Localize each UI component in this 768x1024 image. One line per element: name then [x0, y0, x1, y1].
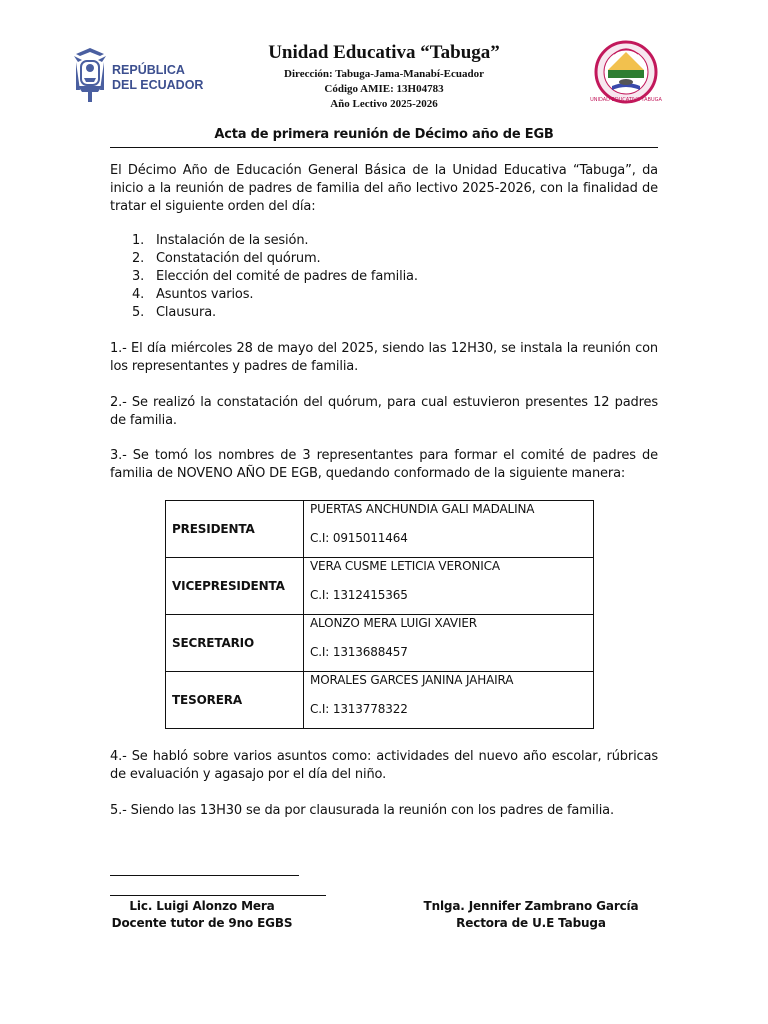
school-name: Unidad Educativa “Tabuga”: [268, 42, 500, 63]
table-row: [166, 672, 594, 729]
school-emblem-logo: [590, 40, 662, 104]
committee-role: SECRETARIO: [166, 615, 304, 672]
document-title: Acta de primera reunión de Décimo año de EGB: [214, 127, 554, 142]
committee-role: VICEPRESIDENTA: [166, 558, 304, 615]
point-3-paragraph: 3.- Se tomó los nombres de 3 representantes para formar el comité de padres de familia de NOVENO AÑO DE EGB, quedando conformado de la siguiente manera:: [110, 448, 658, 481]
school-year: Año Lectivo 2025-2026: [330, 98, 438, 110]
committee-member: [304, 558, 594, 615]
member-name: MORALES GARCES JANINA JAHAIRA: [310, 673, 514, 687]
left-signatory-role: Docente tutor de 9no EGBS: [111, 916, 293, 930]
table-row: [166, 501, 594, 558]
member-name: VERA CUSME LETICIA VERONICA: [310, 559, 500, 573]
svg-text:DEL ECUADOR: DEL ECUADOR: [112, 78, 204, 92]
list-item: 5. Clausura.: [132, 305, 217, 320]
committee-role: TESORERA: [166, 672, 304, 729]
point-2-paragraph: 2.- Se realizó la constatación del quórum, para cual estuvieron presentes 12 padres de familia.: [110, 395, 658, 428]
svg-text:UNIDAD EDUCATIVA TABUGA: UNIDAD EDUCATIVA TABUGA: [590, 97, 662, 103]
letterhead: [0, 0, 768, 140]
committee-role: PRESIDENTA: [166, 501, 304, 558]
member-id: C.I: 0915011464: [310, 531, 408, 545]
title-divider: [110, 147, 658, 148]
point-4-paragraph: 4.- Se habló sobre varios asuntos como: actividades del nuevo año escolar, rúbricas de evaluación y agasajo por el día del niño.: [110, 749, 658, 782]
intro-paragraph: El Décimo Año de Educación General Básica de la Unidad Educativa “Tabuga”, da inicio a la reunión de padres de familia del año lectivo 2025-2026, con la finalidad de tratar el siguiente orden del día:: [110, 163, 658, 214]
list-item: 2. Constatación del quórum.: [132, 251, 321, 266]
left-signatory-name: Lic. Luigi Alonzo Mera: [129, 899, 275, 913]
member-id: C.I: 1312415365: [310, 588, 408, 602]
svg-text:REPÚBLICA: REPÚBLICA: [112, 63, 185, 77]
committee-member: [304, 501, 594, 558]
member-id: C.I: 1313778322: [310, 702, 408, 716]
agenda-list: [132, 232, 532, 322]
school-address: Dirección: Tabuga-Jama-Manabí-Ecuador: [284, 68, 484, 80]
amie-code: Código AMIE: 13H04783: [324, 83, 444, 95]
list-item: 3. Elección del comité de padres de familia.: [132, 269, 418, 284]
right-signatory-name: Tnlga. Jennifer Zambrano García: [423, 899, 639, 913]
right-signatory: [418, 898, 644, 932]
signature-line: [110, 895, 326, 896]
list-item: 4. Asuntos varios.: [132, 287, 254, 302]
list-item: 1. Instalación de la sesión.: [132, 233, 309, 248]
right-signatory-role: Rectora de U.E Tabuga: [456, 916, 606, 930]
point-5-paragraph: 5.- Siendo las 13H30 se da por clausurada la reunión con los padres de familia.: [110, 803, 614, 818]
point-1-paragraph: 1.- El día miércoles 28 de mayo del 2025, siendo las 12H30, se instala la reunión con los representantes y padres de familia.: [110, 341, 658, 374]
committee-table: [165, 500, 594, 729]
committee-member: [304, 615, 594, 672]
committee-member: [304, 672, 594, 729]
member-id: C.I: 1313688457: [310, 645, 408, 659]
table-row: [166, 558, 594, 615]
member-name: ALONZO MERA LUIGI XAVIER: [310, 616, 477, 630]
member-name: PUERTAS ANCHUNDIA GALI MADALINA: [310, 502, 535, 516]
table-row: [166, 615, 594, 672]
left-signatory: [92, 898, 312, 932]
signature-line: [110, 875, 299, 876]
